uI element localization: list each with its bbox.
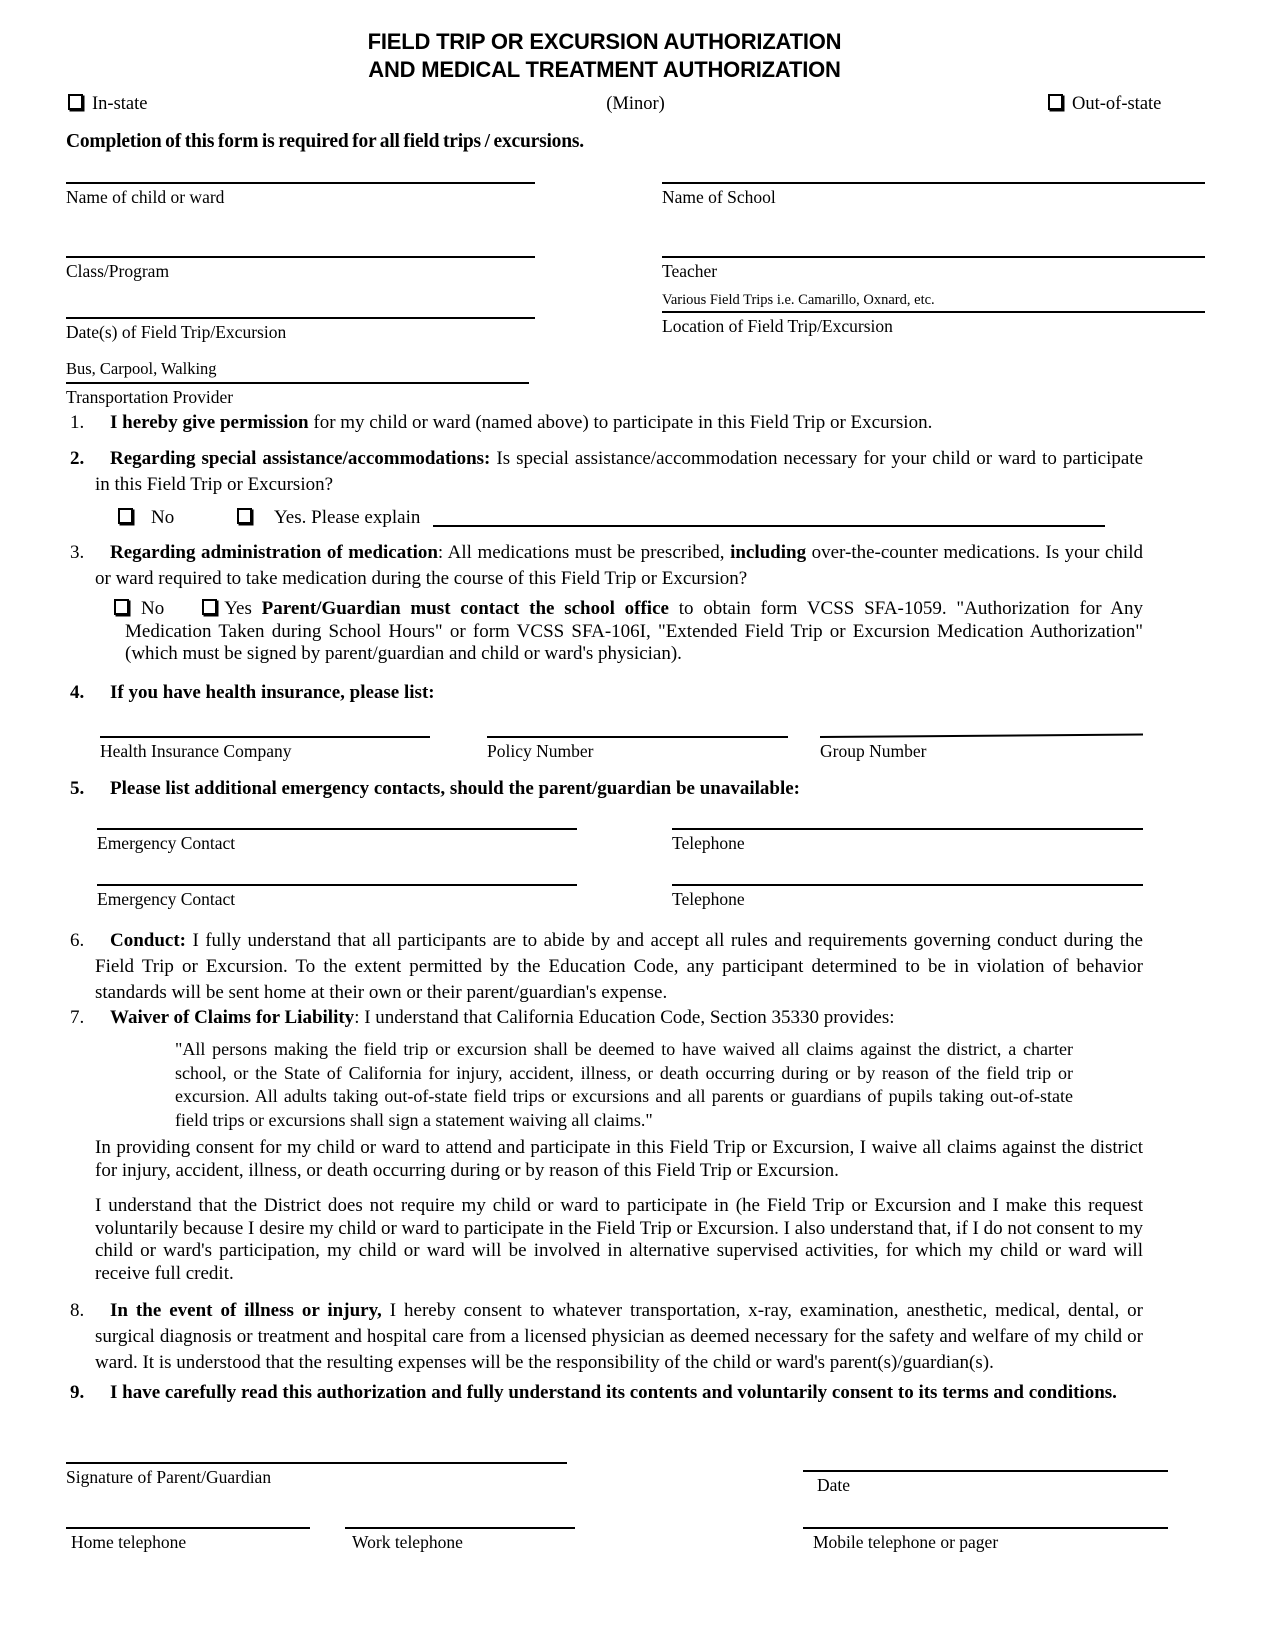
transportation-hint: Bus, Carpool, Walking	[66, 359, 217, 378]
insurance-company-label: Health Insurance Company	[100, 741, 292, 761]
emergency-contact-1-input-line[interactable]	[97, 828, 577, 830]
item-2-special-assistance	[66, 446, 1143, 530]
emergency-contact-2-field	[97, 884, 577, 909]
group-number-input-line[interactable]	[820, 733, 1143, 738]
assistance-no-label: No	[151, 507, 175, 528]
trip-location-hint: Various Field Trips i.e. Camarillo, Oxnard, etc.	[662, 292, 935, 308]
work-telephone-input-line[interactable]	[345, 1527, 575, 1529]
item-7-number: 7.	[70, 1007, 85, 1028]
class-program-field	[66, 256, 535, 281]
signature-input-line[interactable]	[66, 1462, 567, 1464]
signature-row	[66, 1455, 1205, 1515]
insurance-company-field	[100, 736, 430, 761]
emergency-contact-row-1	[95, 828, 1143, 884]
trip-location-field	[662, 291, 1205, 336]
policy-number-input-line[interactable]	[487, 736, 788, 738]
trip-location-label: Location of Field Trip/Excursion	[662, 316, 893, 336]
item-6-conduct	[66, 928, 1143, 1006]
item-8-number: 8.	[70, 1300, 85, 1321]
home-telephone-field	[66, 1527, 310, 1552]
medication-yes-checkbox[interactable]	[202, 599, 217, 615]
emergency-telephone-2-label: Telephone	[672, 889, 745, 909]
assistance-no-checkbox[interactable]	[118, 508, 133, 524]
mobile-telephone-field	[803, 1527, 1168, 1552]
group-number-label: Group Number	[820, 741, 927, 761]
policy-number-field	[487, 736, 788, 761]
completion-requirement-text: Completion of this form is required for all field trips / excursions.	[66, 131, 584, 152]
item-1-bold-text: I hereby give permission	[110, 412, 309, 433]
voluntary-participation-paragraph: I understand that the District does not require my child or ward to participate in (he Field Trip or Excursion and I make this request voluntarily because I desire my child or ward to participate in the Field Trip or Excursion. I also understand that, if I do not consent to my child or ward's participation, my child or ward will be involved in alternative supervised activities, for which my child or ward will receive full credit.	[95, 1195, 1143, 1284]
child-name-input-line[interactable]	[66, 182, 535, 184]
medication-no-checkbox[interactable]	[114, 599, 129, 615]
item-2-text: Is special assistance/accommodation necessary for your child or ward to participate in this Field Trip or Excursion?	[95, 448, 1144, 495]
item-9-bold-text: I have carefully read this authorization and fully understand its contents and voluntarily consent to its terms and conditions.	[110, 1382, 1117, 1403]
medication-answer-block	[125, 598, 1143, 666]
item-3-number: 3.	[70, 542, 85, 563]
assistance-yes-label: Yes. Please explain	[273, 507, 421, 528]
class-program-label: Class/Program	[66, 261, 170, 281]
item-8-illness-injury	[66, 1298, 1143, 1376]
emergency-contact-1-field	[97, 828, 577, 853]
item-7-text: : I understand that California Education Code, Section 35330 provides:	[354, 1007, 895, 1028]
form-title-line1: FIELD TRIP OR EXCURSION AUTHORIZATION	[367, 29, 842, 54]
emergency-contact-2-label: Emergency Contact	[97, 889, 236, 909]
item-7-waiver	[66, 1005, 1143, 1285]
child-name-label: Name of child or ward	[66, 187, 225, 207]
out-of-state-checkbox[interactable]	[1048, 94, 1063, 110]
emergency-telephone-1-input-line[interactable]	[672, 828, 1143, 830]
class-program-input-line[interactable]	[66, 256, 535, 258]
item-3-text-a: : All medications must be prescribed,	[437, 542, 731, 563]
item-3-text-b: over-the-counter medications. Is your child or ward required to take medication during the course of this Field Trip or Excursion?	[95, 542, 1143, 589]
emergency-telephone-1-label: Telephone	[672, 833, 745, 853]
item-9-consent	[66, 1380, 1143, 1405]
in-state-option	[68, 94, 147, 115]
medication-contact-text: to obtain form VCSS SFA-1059. "Authorization for Any Medication Taken during School Hours" or form VCSS SFA-106I, "Extended Field Trip or Excursion Medication Authorization" (which must be signed by parent/guardian and child or ward's physician).	[125, 598, 1144, 664]
date-field	[803, 1470, 1168, 1495]
item-5-emergency-contacts	[66, 776, 1143, 940]
item-5-number: 5.	[70, 778, 85, 799]
group-number-field	[820, 736, 1143, 761]
policy-number-label: Policy Number	[487, 741, 594, 761]
item-3-medication	[66, 540, 1143, 666]
telephone-row	[66, 1527, 1205, 1587]
school-name-input-line[interactable]	[662, 182, 1205, 184]
teacher-field	[662, 256, 1205, 281]
item-6-number: 6.	[70, 930, 85, 951]
item-2-bold-text: Regarding special assistance/accommodations:	[110, 448, 491, 469]
medication-yes-label: Yes	[224, 598, 252, 619]
emergency-telephone-1-field	[672, 828, 1143, 853]
item-8-text: I hereby consent to whatever transportation, x-ray, examination, anesthetic, medical, dental, or surgical diagnosis or treatment and hospital care from a licensed physician as deemed necessary for the safety and welfare of my child or ward. It is understood that the resulting expenses will be the responsibility of the child or ward's parent(s)/guardian(s).	[95, 1300, 1143, 1373]
trip-dates-input-line[interactable]	[66, 317, 535, 319]
assistance-answer-row	[118, 506, 1143, 530]
medication-no-label: No	[141, 598, 165, 619]
trip-dates-field	[66, 317, 535, 342]
work-telephone-label: Work telephone	[352, 1532, 463, 1552]
school-name-label: Name of School	[662, 187, 776, 207]
emergency-contact-1-label: Emergency Contact	[97, 833, 236, 853]
trip-dates-label: Date(s) of Field Trip/Excursion	[66, 322, 287, 342]
home-telephone-input-line[interactable]	[66, 1527, 310, 1529]
item-3-bold-including: including	[730, 542, 807, 563]
item-9-number: 9.	[70, 1382, 85, 1403]
emergency-telephone-2-input-line[interactable]	[672, 884, 1143, 886]
in-state-checkbox[interactable]	[68, 94, 83, 110]
work-telephone-field	[345, 1527, 575, 1552]
item-3-bold-text: Regarding administration of medication	[110, 542, 438, 563]
item-8-bold-text: In the event of illness or injury,	[110, 1300, 382, 1321]
item-1-permission	[66, 410, 1143, 436]
emergency-telephone-2-field	[672, 884, 1143, 909]
trip-location-input-line[interactable]	[662, 311, 1205, 313]
transportation-label: Transportation Provider	[66, 387, 234, 407]
state-selection-row	[66, 94, 1205, 118]
child-name-field	[66, 182, 535, 207]
date-input-line[interactable]	[803, 1470, 1168, 1472]
assistance-explain-input-line[interactable]	[433, 511, 1105, 527]
assistance-yes-checkbox[interactable]	[237, 508, 252, 524]
mobile-telephone-input-line[interactable]	[803, 1527, 1168, 1529]
out-of-state-option	[1048, 94, 1161, 115]
mobile-telephone-label: Mobile telephone or pager	[813, 1532, 999, 1552]
form-title-line2: AND MEDICAL TREATMENT AUTHORIZATION	[368, 57, 841, 82]
form-title	[66, 28, 1143, 84]
teacher-input-line[interactable]	[662, 256, 1205, 258]
item-1-text: for my child or ward (named above) to participate in this Field Trip or Excursion.	[308, 412, 933, 433]
insurance-company-input-line[interactable]	[100, 736, 430, 738]
item-4-bold-text: If you have health insurance, please list:	[110, 682, 435, 703]
medication-contact-bold-text: Parent/Guardian must contact the school office	[261, 598, 669, 619]
item-5-bold-text: Please list additional emergency contacts, should the parent/guardian be unavailable:	[110, 778, 801, 799]
education-code-quote: "All persons making the field trip or excursion shall be deemed to have waived all claims against the district, a charter school, or the State of California for injury, accident, illness, or death occurring during or by reason of the field trip or excursion. All adults taking out-of-state field trips or excursions and all parents or guardians of pupils taking out-of-state field trips or excursions shall sign a statement waiving all claims."	[175, 1039, 1073, 1130]
waiver-consent-paragraph: In providing consent for my child or ward to attend and participate in this Field Trip or Excursion, I waive all claims against the district for injury, accident, illness, or death occurring during or by reason of this Field Trip or Excursion.	[95, 1137, 1143, 1181]
item-2-number: 2.	[70, 448, 85, 469]
in-state-label: In-state	[92, 94, 148, 114]
teacher-label: Teacher	[662, 261, 718, 281]
item-6-bold-text: Conduct:	[110, 930, 187, 951]
item-7-bold-text: Waiver of Claims for Liability	[110, 1007, 355, 1028]
home-telephone-label: Home telephone	[71, 1532, 187, 1552]
transportation-input-line[interactable]	[66, 382, 529, 384]
date-label: Date	[817, 1475, 851, 1495]
signature-field	[66, 1462, 567, 1487]
transportation-field	[66, 359, 535, 407]
emergency-contact-2-input-line[interactable]	[97, 884, 577, 886]
item-4-number: 4.	[70, 682, 85, 703]
minor-label: (Minor)	[606, 94, 665, 114]
item-6-text: I fully understand that all participants are to abide by and accept all rules and requirements governing conduct during the Field Trip or Excursion. To the extent permitted by the Education Code, any participant determined to be in violation of behavior standards will be sent home at their own or their parent/guardian's expense.	[95, 930, 1143, 1003]
out-of-state-label: Out-of-state	[1072, 94, 1162, 114]
item-1-number: 1.	[70, 412, 85, 433]
school-name-field	[662, 182, 1205, 207]
signature-label: Signature of Parent/Guardian	[66, 1467, 272, 1487]
